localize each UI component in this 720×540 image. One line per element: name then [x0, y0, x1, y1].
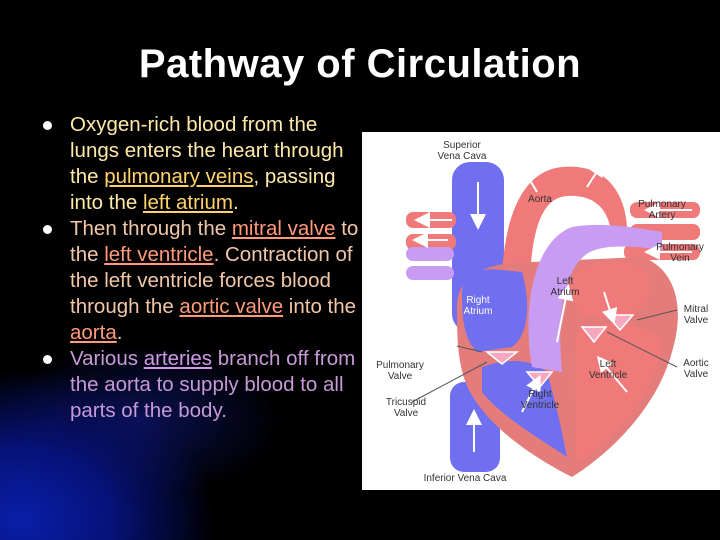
label-right-atrium-1: Right [466, 295, 490, 306]
bullet-item-1 [40, 112, 370, 216]
heart-diagram [362, 132, 720, 490]
segment: . [116, 321, 123, 344]
bullet-item-2 [40, 216, 370, 346]
segment: . Contraction of the left ventricle forces blood through the [70, 243, 353, 318]
slide-title: Pathway of Circulation [138, 42, 582, 86]
label-mitral-valve-2: Valve [683, 315, 709, 326]
label-tricuspid-valve-2: Valve [393, 408, 419, 419]
bullet-dot-icon [43, 121, 52, 130]
link-pulmonary-veins[interactable]: pulmonary veins [104, 165, 254, 188]
label-superior-vena-cava-2: Vena Cava [437, 151, 487, 162]
pulmonary-artery-left-shape [406, 247, 454, 261]
label-left-ventricle-2: Ventricle [588, 370, 628, 381]
label-pulmonary-valve-1: Pulmonary [376, 360, 424, 371]
segment: into the [283, 295, 357, 318]
label-aortic-valve-1: Aortic [683, 358, 709, 369]
label-pulmonary-vein-1: Pulmonary [656, 242, 704, 253]
segment: Oxygen-rich blood from the lungs enters the heart through the [70, 113, 344, 188]
label-left-atrium-1: Left [556, 276, 574, 287]
label-right-ventricle-1: Right [528, 389, 552, 400]
label-pulmonary-vein-2: Vein [670, 253, 690, 264]
label-mitral-valve-1: Mitral [683, 304, 709, 315]
heart-diagram-svg [362, 132, 720, 490]
label-left-atrium-2: Atrium [550, 287, 580, 298]
label-aortic-valve-2: Valve [683, 369, 709, 380]
link-left-atrium[interactable]: left atrium [142, 191, 233, 214]
label-superior-vena-cava-1: Superior [443, 140, 481, 151]
left-atrium-shape [573, 261, 650, 317]
segment: to the [70, 217, 359, 266]
label-pulmonary-artery-2: Artery [648, 210, 676, 221]
bullet-dot-icon [43, 355, 52, 364]
label-right-ventricle-2: Ventricle [520, 400, 560, 411]
link-aortic-valve[interactable]: aortic valve [179, 295, 284, 318]
bullet-item-3 [40, 346, 370, 424]
link-mitral-valve[interactable]: mitral valve [231, 217, 336, 240]
segment: Then through the [70, 217, 232, 240]
pulmonary-artery-left-lower-shape [406, 266, 454, 280]
segment: , passing into the [70, 165, 336, 214]
label-inferior-vena-cava: Inferior Vena Cava [423, 473, 507, 484]
link-left-ventricle[interactable]: left ventricle [104, 243, 214, 266]
label-pulmonary-artery-1: Pulmonary [638, 199, 686, 210]
label-aorta: Aorta [528, 194, 552, 205]
segment: Various [70, 347, 144, 370]
label-pulmonary-valve-2: Valve [387, 371, 413, 382]
label-tricuspid-valve-1: Tricuspid [385, 397, 427, 408]
segment: branch off from the aorta to supply blood to all parts of the body. [70, 347, 356, 422]
label-right-atrium-2: Atrium [463, 306, 493, 317]
segment: . [232, 191, 239, 214]
link-arteries[interactable]: arteries [143, 347, 213, 370]
link-aorta[interactable]: aorta [70, 321, 117, 344]
bullet-dot-icon [43, 225, 52, 234]
label-left-ventricle-1: Left [599, 359, 617, 370]
bullet-list [40, 112, 370, 424]
